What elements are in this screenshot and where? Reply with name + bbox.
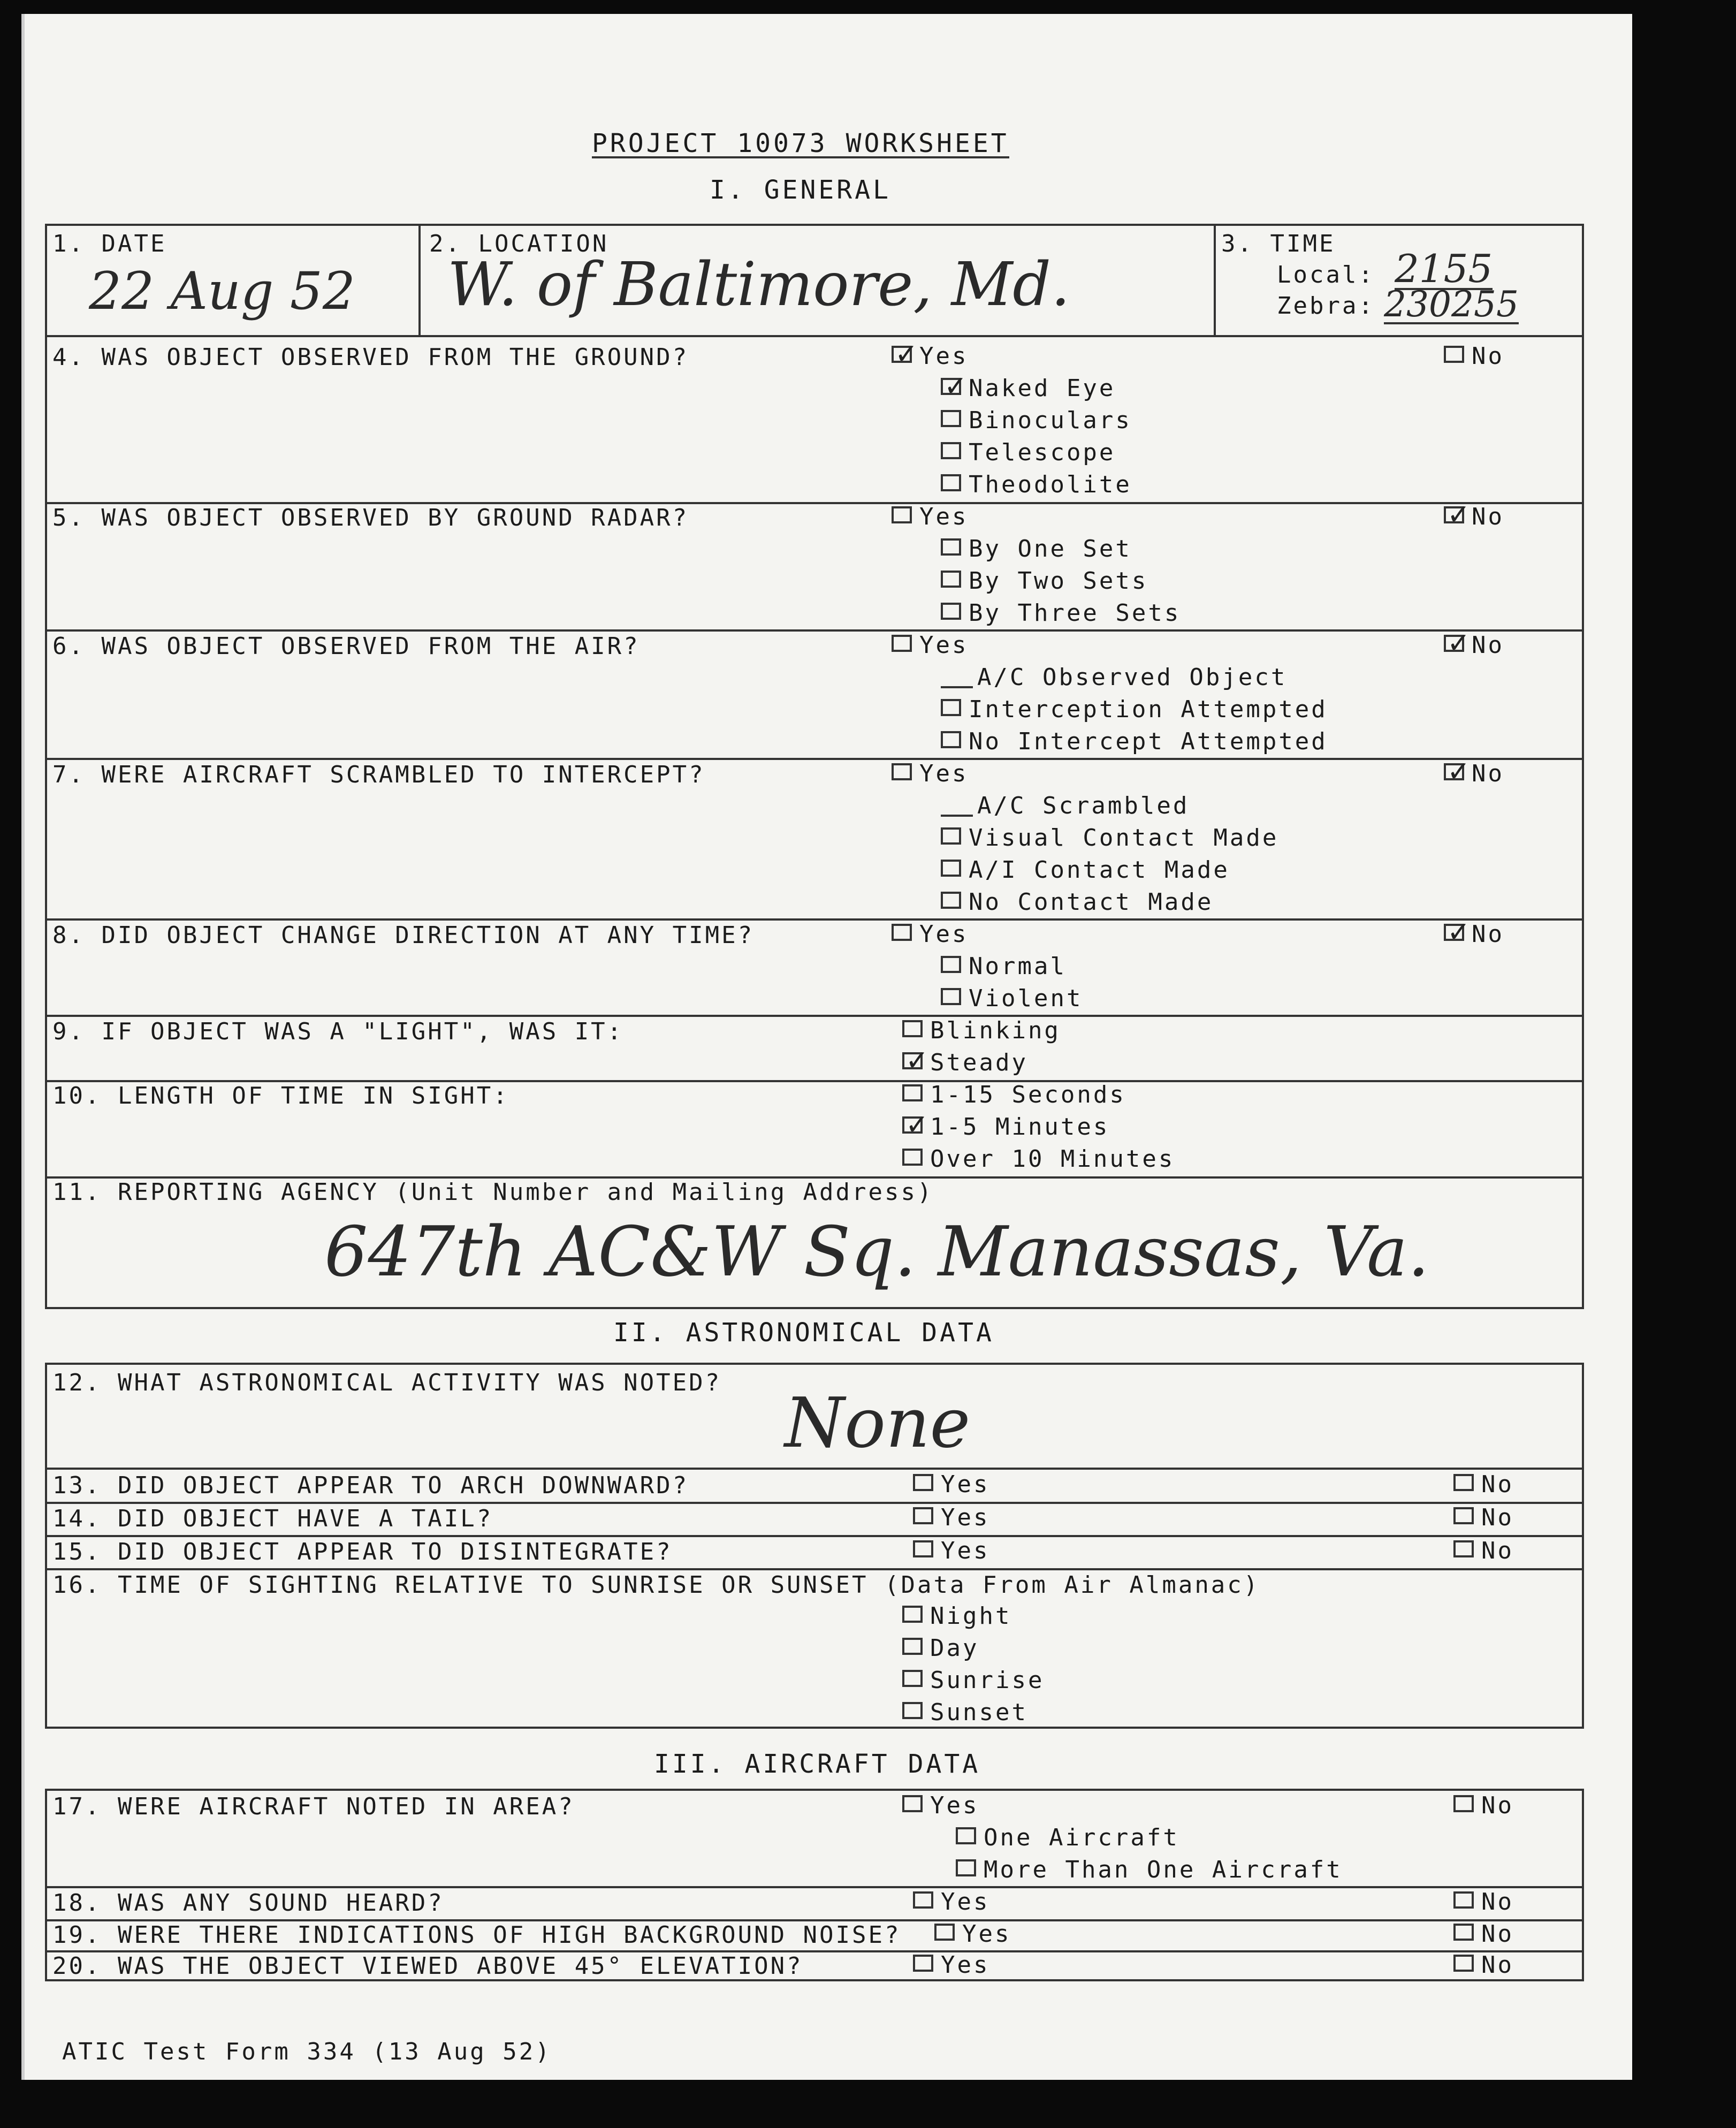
q19-no-checkbox[interactable] — [1453, 1924, 1474, 1941]
q7-blank-line[interactable] — [941, 815, 973, 817]
divider — [45, 1535, 1584, 1537]
q10-question: 10. LENGTH OF TIME IN SIGHT: — [52, 1082, 509, 1109]
divider — [45, 918, 1584, 921]
q8-violent-checkbox[interactable] — [941, 988, 961, 1005]
q8-normal-checkbox[interactable] — [941, 956, 961, 973]
divider — [45, 335, 1584, 337]
q5-two-sets-checkbox[interactable] — [941, 571, 961, 588]
section-astronomical-heading: II. ASTRONOMICAL DATA — [613, 1318, 994, 1348]
q15-no-checkbox[interactable] — [1453, 1540, 1474, 1557]
q17-question: 17. WERE AIRCRAFT NOTED IN AREA? — [52, 1793, 575, 1820]
q9-blinking-checkbox[interactable] — [902, 1020, 923, 1037]
q4-yes-checkbox[interactable] — [892, 346, 912, 363]
q12-answer: None — [785, 1384, 971, 1463]
q15-question: 15. DID OBJECT APPEAR TO DISINTEGRATE? — [52, 1538, 673, 1565]
zebra-label: Zebra: — [1277, 292, 1375, 320]
worksheet-page: PROJECT 10073 WORKSHEET I. GENERAL 1. DATE 22 Aug 52 2. LOCATION W. of Baltimore, Md. 3. TIME Local: 2155 Zebra: 230255 4. WAS OBJECT OBSERVED FROM THE GROUND? ✓ Yes No ✓ Naked Eye Binoculars Telescope Theodolite 5. WAS OBJECT OBSERVED BY GROUND RADAR? Yes ✓ No By One Set By Two Sets By Three Sets 6. WAS OBJECT OBSERVED FROM THE AIR? Yes ✓ No A/C Observed Object Interception Attempted No Intercept Attempted 7. WERE AIRCRAFT SCRAMBLED TO INTERCEPT? Yes ✓ No A/C Scrambled Visual Contact Made A/I Contact Made No Contact Made 8. DID OBJECT CHANGE DIRECTION AT ANY TIME? Yes ✓ No Normal Violent 9. IF OBJECT WAS A "LIGHT", WAS IT: Blinking ✓ Steady 10. LENGTH OF TIME IN SIGHT: 1-15 Seconds ✓ 1-5 Minutes Over 10 Minutes 11. REPORTING AGENCY (Unit Number and Mailing Address) 647th AC&W Sq. Manassas, Va. II. ASTRONOMICAL DATA 12. WHAT ASTRONOMICAL ACTIVITY WAS NOTED? None 13. DID OBJECT APPEAR TO ARCH DOWNWARD? Yes No 14. DID OBJECT HAVE A TAIL? Yes No 15. DID OBJECT APPEAR TO DISINTEGRATE? Yes No 16. TIME OF SIGHTING RELATIVE TO SUNRISE OR SUNSET (Data From Air Almanac) Night Day Sunrise Sunset III. AIRCRAFT DATA 17. WERE AIRCRAFT NOTED IN AREA? Yes No One Aircraft More Than One Aircraft 18. WAS ANY SOUND HEARD? Yes No 19. WERE THERE INDICATIONS OF HIGH BACKGROUND NOISE? Yes No 20. WAS THE OBJECT VIEWED ABOVE 45° ELEVATION? Yes No ATIC Test Form 334 (13 Aug 52) — [21, 14, 1632, 2080]
q14-no-checkbox[interactable] — [1453, 1507, 1474, 1524]
local-time-value: 2155 — [1395, 246, 1493, 291]
q7-no-contact-checkbox[interactable] — [941, 892, 961, 909]
q6-yes-checkbox[interactable] — [892, 635, 912, 652]
q17-more-aircraft-checkbox[interactable] — [956, 1859, 976, 1876]
q8-yes-checkbox[interactable] — [892, 924, 912, 941]
location-label: 2. LOCATION — [429, 230, 609, 257]
q17-yes-checkbox[interactable] — [902, 1795, 923, 1812]
divider — [45, 758, 1584, 760]
q16-night-checkbox[interactable] — [902, 1606, 923, 1623]
section-aircraft-heading: III. AIRCRAFT DATA — [654, 1749, 981, 1779]
q13-question: 13. DID OBJECT APPEAR TO ARCH DOWNWARD? — [52, 1472, 689, 1499]
divider — [45, 1015, 1584, 1017]
q12-question: 12. WHAT ASTRONOMICAL ACTIVITY WAS NOTED? — [52, 1369, 722, 1396]
q18-no-checkbox[interactable] — [1453, 1891, 1474, 1909]
q4-question: 4. WAS OBJECT OBSERVED FROM THE GROUND? — [52, 344, 689, 371]
q7-ai-contact-checkbox[interactable] — [941, 860, 961, 877]
q7-no-checkbox[interactable] — [1444, 763, 1464, 780]
q18-yes-checkbox[interactable] — [913, 1891, 933, 1909]
q4-naked-eye-checkbox[interactable] — [941, 378, 961, 395]
q13-yes-checkbox[interactable] — [913, 1474, 933, 1491]
q4-theodolite-checkbox[interactable] — [941, 474, 961, 491]
q6-question: 6. WAS OBJECT OBSERVED FROM THE AIR? — [52, 633, 640, 660]
local-label: Local: — [1277, 261, 1375, 288]
q5-three-sets-checkbox[interactable] — [941, 603, 961, 620]
q20-no-checkbox[interactable] — [1453, 1955, 1474, 1972]
q14-yes-checkbox[interactable] — [913, 1507, 933, 1524]
divider — [45, 1568, 1584, 1570]
divider — [418, 224, 421, 336]
q5-one-set-checkbox[interactable] — [941, 538, 961, 556]
q9-steady-checkbox[interactable] — [902, 1052, 923, 1069]
q20-question: 20. WAS THE OBJECT VIEWED ABOVE 45° ELEVATION? — [52, 1952, 803, 1980]
q19-question: 19. WERE THERE INDICATIONS OF HIGH BACKGROUND NOISE? — [52, 1921, 901, 1949]
q6-no-intercept-checkbox[interactable] — [941, 731, 961, 748]
divider — [45, 1468, 1584, 1470]
time-label: 3. TIME — [1221, 230, 1336, 257]
q17-one-aircraft-checkbox[interactable] — [956, 1827, 976, 1844]
q15-yes-checkbox[interactable] — [913, 1540, 933, 1557]
q7-question: 7. WERE AIRCRAFT SCRAMBLED TO INTERCEPT? — [52, 761, 705, 788]
q14-question: 14. DID OBJECT HAVE A TAIL? — [52, 1505, 493, 1532]
q10-over-10-minutes-checkbox[interactable] — [902, 1149, 923, 1166]
q18-question: 18. WAS ANY SOUND HEARD? — [52, 1889, 444, 1917]
q11-answer: 647th AC&W Sq. Manassas, Va. — [324, 1212, 1429, 1292]
q10-1-15-seconds-checkbox[interactable] — [902, 1084, 923, 1101]
section-general-heading: I. GENERAL — [710, 175, 891, 205]
q6-no-checkbox[interactable] — [1444, 635, 1464, 652]
q9-question: 9. IF OBJECT WAS A "LIGHT", WAS IT: — [52, 1018, 624, 1045]
q16-day-checkbox[interactable] — [902, 1638, 923, 1655]
q7-ac-scrambled-label: A/C Scrambled — [977, 792, 1190, 819]
q10-1-5-minutes-checkbox[interactable] — [902, 1116, 923, 1134]
q5-question: 5. WAS OBJECT OBSERVED BY GROUND RADAR? — [52, 504, 689, 531]
q16-sunset-checkbox[interactable] — [902, 1702, 923, 1719]
divider — [45, 1886, 1584, 1888]
q7-visual-contact-checkbox[interactable] — [941, 827, 961, 845]
q11-question: 11. REPORTING AGENCY (Unit Number and Mailing Address) — [52, 1179, 934, 1206]
q16-question: 16. TIME OF SIGHTING RELATIVE TO SUNRISE OR SUNSET (Data From Air Almanac) — [52, 1571, 1260, 1599]
q20-yes-checkbox[interactable] — [913, 1955, 933, 1972]
divider — [45, 1502, 1584, 1504]
q4-binoculars-checkbox[interactable] — [941, 410, 961, 427]
q4-telescope-checkbox[interactable] — [941, 442, 961, 459]
q5-yes-checkbox[interactable] — [892, 506, 912, 523]
q17-no-checkbox[interactable] — [1453, 1795, 1474, 1812]
q8-question: 8. DID OBJECT CHANGE DIRECTION AT ANY TIME? — [52, 922, 755, 949]
q13-no-checkbox[interactable] — [1453, 1474, 1474, 1491]
q6-interception-attempted-checkbox[interactable] — [941, 699, 961, 716]
q7-yes-checkbox[interactable] — [892, 763, 912, 780]
q6-ac-observed-label: A/C Observed Object — [977, 664, 1288, 691]
form-footer: ATIC Test Form 334 (13 Aug 52) — [62, 2038, 552, 2065]
date-value: 22 Aug 52 — [89, 261, 355, 321]
form-title: PROJECT 10073 WORKSHEET — [592, 128, 1009, 158]
date-label: 1. DATE — [52, 230, 167, 257]
q6-blank-line[interactable] — [941, 686, 973, 688]
q4-no-checkbox[interactable] — [1444, 346, 1464, 363]
zebra-time-value: 230255 — [1384, 284, 1519, 325]
q5-no-checkbox[interactable] — [1444, 506, 1464, 523]
q16-sunrise-checkbox[interactable] — [902, 1670, 923, 1687]
divider — [45, 629, 1584, 632]
location-value: W. of Baltimore, Md. — [447, 250, 1070, 320]
divider — [1214, 224, 1216, 336]
q19-yes-checkbox[interactable] — [934, 1924, 955, 1941]
q8-no-checkbox[interactable] — [1444, 924, 1464, 941]
